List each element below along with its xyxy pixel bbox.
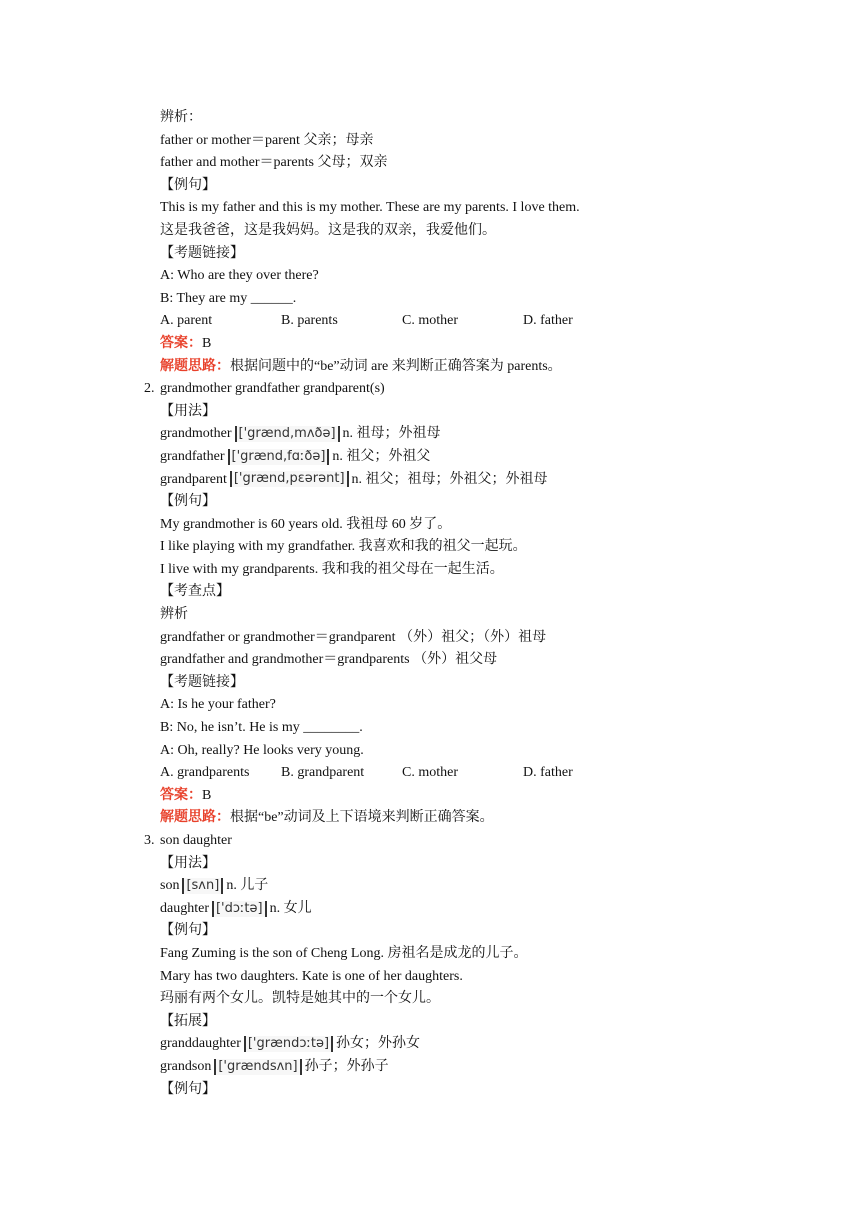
line-text: 根据“be”动词及上下语境来判断正确答案。	[230, 810, 494, 826]
vocab-entry	[160, 898, 800, 921]
section-number: 2.	[144, 381, 155, 397]
vocab-definition: n. 儿子	[226, 878, 269, 894]
text-line: 【考查点】	[160, 584, 230, 600]
text-line: 【拓展】	[160, 1013, 216, 1029]
phonetic-transcription: [sʌn]	[182, 878, 223, 894]
vocab-entry	[160, 469, 800, 492]
text-line: 这是我爸爸，这是我妈妈。这是我的双亲，我爱他们。	[160, 222, 496, 238]
labeled-line	[160, 807, 800, 830]
text-line: 【用法】	[160, 403, 216, 419]
phonetic-transcription: ['grænd,mʌðə]	[235, 426, 340, 442]
text-line: B: They are my ______.	[160, 290, 297, 306]
answer-options	[160, 310, 800, 333]
text-line: A: Who are they over there?	[160, 268, 319, 284]
text-line: B: No, he isn’t. He is my ________.	[160, 720, 363, 736]
line-label: 答案：	[160, 787, 202, 803]
vocab-definition: 孙女；外孙女	[336, 1036, 421, 1052]
vocab-definition: n. 女儿	[269, 900, 312, 916]
line-label: 答案：	[160, 335, 202, 351]
text-line: grandfather and grandmother＝grandparents （外）祖父母	[160, 652, 498, 668]
vocab-definition: n. 祖母；外祖母	[342, 426, 441, 442]
option-item: D. father	[523, 313, 573, 329]
phonetic-transcription: ['grænd,fɑːðə]	[228, 449, 330, 465]
section-title: grandmother grandfather grandparent(s)	[160, 381, 385, 397]
option-item: B. parents	[281, 313, 338, 329]
text-line: 辨析：	[160, 110, 202, 125]
text-line: Mary has two daughters. Kate is one of her daughters.	[160, 968, 463, 984]
vocab-word: grandson	[160, 1058, 212, 1074]
labeled-line	[160, 356, 800, 379]
vocab-word: grandfather	[160, 448, 225, 464]
answer-options	[160, 762, 800, 785]
vocab-word: daughter	[160, 900, 209, 916]
text-line: 【用法】	[160, 855, 216, 871]
text-line: father or mother＝parent 父亲；母亲	[160, 132, 374, 148]
text-line: I live with my grandparents. 我和我的祖父母在一起生活。	[160, 561, 504, 577]
vocab-entry	[160, 423, 800, 446]
text-line: 【例句】	[160, 494, 216, 510]
text-line: father and mother＝parents 父母；双亲	[160, 155, 388, 171]
text-line: 【例句】	[160, 923, 216, 939]
vocab-definition: n. 祖父；祖母；外祖父；外祖母	[351, 471, 548, 487]
vocab-entry	[160, 1056, 800, 1079]
option-item: C. mother	[402, 313, 458, 329]
text-line: A: Is he your father?	[160, 697, 276, 713]
text-line: This is my father and this is my mother. These are my parents. I love them.	[160, 200, 580, 216]
vocab-word: granddaughter	[160, 1036, 241, 1052]
text-line: Fang Zuming is the son of Cheng Long. 房祖名是成龙的儿子。	[160, 945, 528, 961]
phonetic-transcription: ['dɔːtə]	[212, 901, 267, 917]
vocab-entry	[160, 446, 800, 469]
section-heading	[144, 830, 800, 853]
option-item: A. grandparents	[160, 765, 250, 781]
text-line: 【考题链接】	[160, 674, 244, 690]
section-number: 3.	[144, 833, 155, 848]
vocab-word: grandmother	[160, 426, 232, 442]
vocab-definition: 孙子；外孙子	[304, 1058, 389, 1074]
text-line: 【例句】	[160, 1081, 216, 1097]
line-text: B	[202, 787, 212, 803]
section-title: son daughter	[160, 833, 232, 848]
option-item: B. grandparent	[281, 765, 365, 781]
text-line: A: Oh, really? He looks very young.	[160, 742, 364, 758]
option-item: A. parent	[160, 313, 213, 329]
text-line: 玛丽有两个女儿。凯特是她其中的一个女儿。	[160, 991, 440, 1007]
text-line: I like playing with my grandfather. 我喜欢和我的祖父一起玩。	[160, 539, 527, 555]
vocab-entry	[160, 1033, 800, 1056]
vocab-word: son	[160, 878, 180, 894]
text-line: My grandmother is 60 years old. 我祖母 60 岁了。	[160, 516, 452, 532]
option-item: C. mother	[402, 765, 458, 781]
line-text: 根据问题中的“be”动词 are 来判断正确答案为 parents。	[230, 358, 562, 374]
text-line: 【例句】	[160, 177, 216, 193]
phonetic-transcription: ['grændsʌn]	[214, 1059, 301, 1075]
phonetic-transcription: ['grænd,pɛərənt]	[230, 471, 349, 487]
option-item: D. father	[523, 765, 573, 781]
text-line: grandfather or grandmother＝grandparent （外）祖父；（外）祖母	[160, 629, 547, 645]
section-heading	[144, 378, 800, 401]
line-text: B	[202, 335, 212, 351]
labeled-line	[160, 333, 800, 356]
vocab-entry	[160, 875, 800, 898]
labeled-line	[160, 785, 800, 808]
line-label: 解题思路：	[160, 810, 230, 826]
line-label: 解题思路：	[160, 358, 230, 374]
phonetic-transcription: ['grændɔːtə]	[244, 1036, 333, 1052]
text-line: 辨析	[160, 607, 188, 623]
document-body	[144, 107, 800, 1101]
vocab-definition: n. 祖父；外祖父	[332, 448, 431, 464]
vocab-word: grandparent	[160, 471, 227, 487]
text-line: 【考题链接】	[160, 245, 244, 261]
